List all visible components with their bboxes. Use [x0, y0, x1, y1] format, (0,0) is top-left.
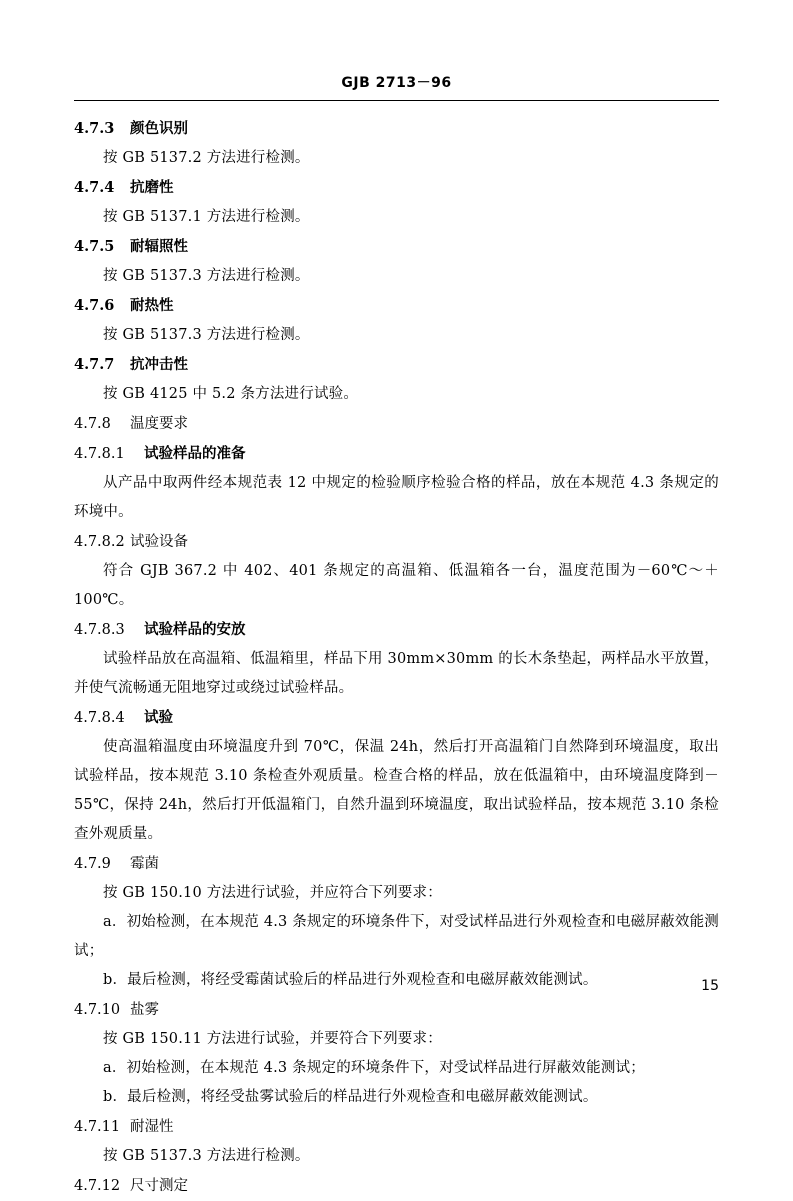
section-title: 颜色识别 — [130, 120, 188, 137]
section-title: 温度要求 — [130, 416, 188, 432]
section-heading — [74, 527, 719, 557]
section-number: 4.7.9 — [74, 856, 111, 872]
section-title: 试验设备 — [130, 534, 188, 550]
section-number: 4.7.8.2 — [74, 534, 125, 550]
section-heading — [74, 995, 719, 1025]
body-paragraph: 按 GB 5137.3 方法进行检测。 — [103, 1148, 310, 1164]
document-body — [74, 114, 719, 1201]
section-title: 试验样品的安放 — [144, 621, 246, 638]
body-paragraph: 从产品中取两件经本规范表 12 中规定的检验顺序检验合格的样品，放在本规范 4.3 条规定的环境中。 — [74, 475, 719, 520]
section-number: 4.7.10 — [74, 1002, 121, 1018]
body-paragraph: 按 GB 150.10 方法进行试验，并应符合下列要求： — [103, 885, 442, 901]
section-heading — [74, 409, 719, 439]
section-title: 耐湿性 — [130, 1119, 174, 1135]
section-title: 试验样品的准备 — [144, 445, 246, 462]
section-title: 耐辐照性 — [130, 238, 188, 255]
section-heading — [74, 114, 719, 144]
section-heading — [74, 849, 719, 879]
section-title: 耐热性 — [130, 297, 174, 314]
section-number: 4.7.5 — [74, 238, 115, 255]
section-heading — [74, 439, 719, 469]
section-title: 抗磨性 — [130, 179, 174, 196]
body-paragraph: 按 GB 5137.1 方法进行检测。 — [103, 209, 310, 225]
page-header — [0, 72, 793, 92]
body-paragraph: 使高温箱温度由环境温度升到 70℃，保温 24h，然后打开高温箱门自然降到环境温度，取出试验样品，按本规范 3.10 条检查外观质量。检查合格的样品，放在低温箱中，由环境温度降到－55℃，保持 24h，然后打开低温箱门，自然升温到环境温度，取出试验样品，按本规范 3.10 条检查外观质量。 — [74, 739, 719, 842]
body-paragraph: 按 GB 5137.3 方法进行检测。 — [103, 327, 310, 343]
section-number: 4.7.11 — [74, 1119, 121, 1135]
section-heading — [74, 1171, 719, 1201]
section-title: 霉菌 — [130, 856, 159, 872]
section-heading — [74, 173, 719, 203]
header-rule — [74, 100, 719, 101]
body-paragraph: 按 GB 5137.3 方法进行检测。 — [103, 268, 310, 284]
body-paragraph: 按 GB 150.11 方法进行试验，并要符合下列要求： — [103, 1031, 442, 1047]
body-paragraph: 按 GB 4125 中 5.2 条方法进行试验。 — [103, 386, 359, 402]
section-number: 4.7.8 — [74, 416, 111, 432]
section-title: 试验 — [144, 709, 173, 726]
body-paragraph: a．初始检测，在本规范 4.3 条规定的环境条件下，对受试样品进行外观检查和电磁屏蔽效能测试； — [74, 914, 719, 959]
section-number: 4.7.8.4 — [74, 710, 125, 726]
section-number: 4.7.6 — [74, 297, 115, 314]
body-paragraph: b．最后检测，将经受盐雾试验后的样品进行外观检查和电磁屏蔽效能测试。 — [103, 1089, 598, 1105]
section-title: 盐雾 — [130, 1002, 159, 1018]
section-number: 4.7.7 — [74, 356, 115, 373]
body-paragraph: 按 GB 5137.2 方法进行检测。 — [103, 150, 310, 166]
section-number: 4.7.8.1 — [74, 446, 125, 462]
section-title: 尺寸测定 — [130, 1178, 188, 1194]
page-number: 15 — [701, 978, 719, 994]
body-paragraph: 试验样品放在高温箱、低温箱里，样品下用 30mm×30mm 的长木条垫起，两样品水平放置，并使气流畅通无阻地穿过或绕过试验样品。 — [74, 651, 719, 696]
body-paragraph: b．最后检测，将经受霉菌试验后的样品进行外观检查和电磁屏蔽效能测试。 — [103, 972, 598, 988]
section-number: 4.7.8.3 — [74, 622, 125, 638]
section-heading — [74, 615, 719, 645]
body-paragraph: a．初始检测，在本规范 4.3 条规定的环境条件下，对受试样品进行屏蔽效能测试； — [103, 1060, 645, 1076]
section-number: 4.7.3 — [74, 120, 115, 137]
section-number: 4.7.12 — [74, 1178, 121, 1194]
section-heading — [74, 1112, 719, 1142]
section-heading — [74, 350, 719, 380]
body-paragraph: 符合 GJB 367.2 中 402、401 条规定的高温箱、低温箱各一台，温度范围为－60℃～＋100℃。 — [74, 563, 719, 608]
standard-code: GJB 2713－96 — [341, 75, 452, 91]
section-heading — [74, 703, 719, 733]
section-heading — [74, 232, 719, 262]
section-number: 4.7.4 — [74, 179, 115, 196]
section-title: 抗冲击性 — [130, 356, 188, 373]
section-heading — [74, 291, 719, 321]
